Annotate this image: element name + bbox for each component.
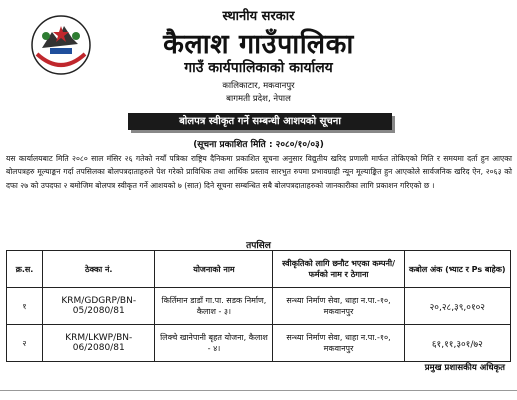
table-header-row — [7, 251, 511, 288]
table-row — [7, 325, 511, 362]
table-row — [7, 288, 511, 325]
col-header-sn: क्र.स. — [7, 251, 43, 288]
cell-company: सन्ध्या निर्माण सेवा, धाहा न.पा.-१०, मकवानपुर — [273, 325, 404, 362]
col-header-amount: कबोल अंक (भ्याट र Ps बाहेक) — [404, 251, 510, 288]
cell-contract: KRM/LKWP/BN-06/2080/81 — [43, 325, 155, 362]
office-name: गाउँ कार्यपालिकाको कार्यालय — [184, 60, 333, 76]
cell-sn: १ — [7, 288, 43, 325]
local-gov-label: स्थानीय सरकार — [222, 9, 295, 24]
cell-sn: २ — [7, 325, 43, 362]
cell-contract: KRM/GDGRP/BN-05/2080/81 — [43, 288, 155, 325]
municipality-name: कैलाश गाउँपालिका — [163, 29, 354, 60]
table-title: तपसिल — [246, 241, 271, 251]
cell-amount: २०,२८,३९,०१०२ — [404, 288, 510, 325]
cell-project: किर्तिमान डाडाँ गा.पा. सडक निर्माण, कैलाश - ३। — [155, 288, 273, 325]
province-label: बागमती प्रदेश, नेपाल — [226, 94, 291, 104]
col-header-contract: ठेक्का नं. — [43, 251, 155, 288]
col-header-company: स्वीकृतिको लागि छनौट भएका कम्पनी/फर्मको नाम र ठेगाना — [273, 251, 404, 288]
office-address: कालिकाटार, मकवानपुर — [222, 81, 295, 91]
col-header-project: योजनाको नाम — [155, 251, 273, 288]
contract-table — [6, 250, 511, 362]
bottom-divider — [0, 390, 517, 391]
cell-company: सन्ध्या निर्माण सेवा, धाहा न.पा.-१०, मकवानपुर — [273, 288, 404, 325]
signatory-title: प्रमुख प्रशासकीय अधिकृत — [424, 363, 505, 373]
cell-project: लिक्चे खानेपानी बृहत योजना, कैलाश - ४। — [155, 325, 273, 362]
notice-title: बोलपत्र स्वीकृत गर्ने सम्बन्धी आशयको सूचना — [128, 113, 392, 130]
notice-body: यस कार्यालयबाट मिति २०८० साल मंसिर २६ गतेको नयाँ पत्रिका राष्ट्रिय दैनिकमा प्रकाशित सूचना अनुसार विद्युतीय खरिद प्रणाली मार्फत तोकिएको मिति र समयमा दर्ता हुन आएका बोलपत्रहरु मूल्याङ्कन गर्दा तपसिलका बोलपत्रदाताहरुले पेश गरेको प्राविधिक तथा आर्थिक प्रस्ताव सारभुत रुपमा प्रभावग्राही न्यून मूल्याङ्कित हुन आएकोले सार्वजनिक खरिद ऐन, २०६३ को दफा २७ को उपदफा २ बमोजिम बोलपत्र स्वीकृत गर्ने आशयको ७ (सात) दिने सूचना सम्बन्धित सबै बोलपत्रदाताहरुको जानकारीका लागि प्रकाशन गरिएको छ । — [6, 154, 513, 190]
publish-date: (सूचना प्रकाशित मिति : २०८०/१०/०३) — [193, 140, 324, 150]
cell-amount: ६१,११,३०१/७२ — [404, 325, 510, 362]
